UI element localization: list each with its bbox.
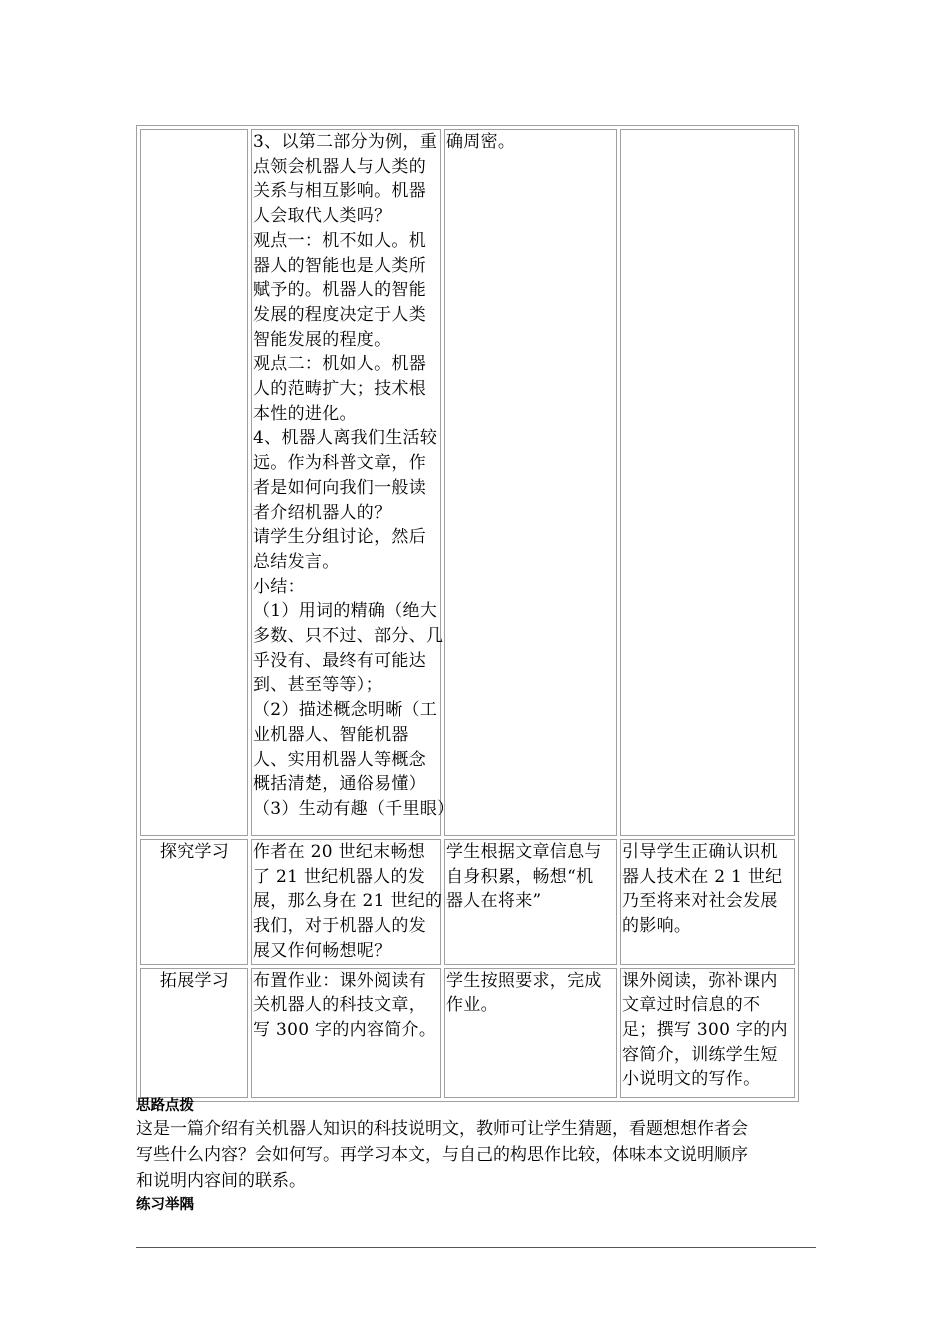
cell-line: 远。作为科普文章，作 [253, 453, 426, 474]
cell-line: 容简介，训练学生短 [622, 1044, 778, 1065]
table-row [140, 968, 795, 1098]
cell-line: 观点一：机不如人。机 [253, 230, 426, 251]
cell-line: 足；撰写 300 字的内 [622, 1019, 788, 1040]
footer-rule [136, 1247, 816, 1248]
cell-line: 器人的智能也是人类所 [253, 255, 426, 276]
cell-line: 智能发展的程度。 [253, 329, 392, 350]
cell-line: 小说明文的写作。 [622, 1069, 761, 1090]
cell-line: 写 300 字的内容简介。 [253, 1019, 437, 1040]
cell-line: 自身积累，畅想“机 [446, 866, 594, 887]
cell-line: 乃至将来对社会发展 [622, 891, 778, 912]
cell-line: 人、实用机器人等概念 [253, 749, 426, 770]
cell-line: 人会取代人类吗？ [253, 206, 392, 227]
cell-line: 学生根据文章信息与 [446, 842, 602, 862]
cell-line: 确周密。 [446, 132, 516, 152]
cell-line: 请学生分组讨论，然后 [253, 527, 426, 548]
table-body [140, 129, 795, 1098]
cell-line: 小结： [253, 576, 305, 597]
cell-student-activity [444, 839, 617, 965]
cell-student-activity [444, 129, 617, 836]
cell-stage: 探究学习 [140, 839, 248, 965]
cell-line: 到、甚至等等）； [253, 675, 383, 696]
cell-line: 人的范畴扩大；技术根 [253, 379, 426, 400]
cell-student-activity [444, 968, 617, 1098]
cell-line: 课外阅读，弥补课内 [622, 970, 778, 991]
lesson-plan-table [136, 125, 799, 1102]
cell-line: 关机器人的科技文章， [253, 995, 426, 1016]
cell-line: 点领会机器人与人类的 [253, 156, 426, 177]
cell-stage [140, 129, 248, 836]
cell-line: （1）用词的精确（绝大 [253, 601, 438, 622]
cell-line: 乎没有、最终有可能达 [253, 650, 426, 671]
table-row [140, 839, 795, 965]
cell-line: 者是如何向我们一般读 [253, 477, 426, 498]
cell-design-purpose [620, 968, 795, 1098]
cell-line: 我们，对于机器人的发 [253, 916, 426, 937]
cell-line: 赋予的。机器人的智能 [253, 280, 426, 301]
paragraph-line: 和说明内容间的联系。 [136, 1171, 306, 1191]
cell-design-purpose [620, 839, 795, 965]
cell-line: （2）描述概念明晰（工 [253, 700, 438, 721]
cell-teacher-activity [251, 839, 441, 965]
cell-stage: 拓展学习 [140, 968, 248, 1098]
cell-line: 多数、只不过、部分、几 [253, 626, 444, 647]
cell-line: 了 21 世纪机器人的发 [253, 866, 426, 887]
cell-line: 作业。 [446, 995, 498, 1016]
cell-line: 展又作何畅想呢？ [253, 940, 392, 961]
cell-line: 器人技术在 2 1 世纪 [622, 866, 783, 887]
cell-line: 本性的进化。 [253, 403, 357, 424]
cell-line: 概括清楚，通俗易懂） [253, 774, 426, 795]
section-heading-exercises: 练习举隅 [136, 1197, 194, 1213]
cell-line: 学生按照要求，完成 [446, 970, 602, 991]
cell-teacher-activity [251, 129, 455, 836]
cell-line: （3）生动有趣（千里眼） [253, 798, 455, 819]
cell-line: 观点二：机如人。机器 [253, 354, 426, 375]
cell-line: 4、机器人离我们生活较 [253, 428, 438, 449]
thinking-paragraph [136, 1116, 826, 1194]
cell-line: 者介绍机器人的？ [253, 502, 392, 523]
cell-line: 布置作业：课外阅读有 [253, 970, 426, 991]
cell-line: 业机器人、智能机器 [253, 724, 409, 745]
cell-line: 3、以第二部分为例，重 [253, 132, 438, 152]
paragraph-line: 这是一篇介绍有关机器人知识的科技说明文，教师可让学生猜题，看题想想作者会 [136, 1119, 748, 1139]
table-row [140, 129, 795, 836]
cell-line: 文章过时信息的不 [622, 995, 761, 1016]
cell-design-purpose [620, 129, 795, 836]
cell-line: 引导学生正确认识机 [622, 842, 778, 862]
cell-line: 总结发言。 [253, 551, 340, 572]
section-heading-thinking: 思路点拨 [136, 1098, 194, 1114]
cell-line: 作者在 20 世纪末畅想 [253, 842, 426, 862]
cell-line: 发展的程度决定于人类 [253, 304, 426, 325]
cell-line: 展，那么身在 21 世纪的 [253, 891, 443, 912]
cell-line: 关系与相互影响。机器 [253, 181, 426, 202]
cell-line: 器人在将来” [446, 891, 542, 912]
cell-teacher-activity [251, 968, 441, 1098]
paragraph-line: 写些什么内容？会如何写。再学习本文，与自己的构思作比较，体味本文说明顺序 [136, 1145, 748, 1165]
cell-line: 的影响。 [622, 916, 692, 937]
